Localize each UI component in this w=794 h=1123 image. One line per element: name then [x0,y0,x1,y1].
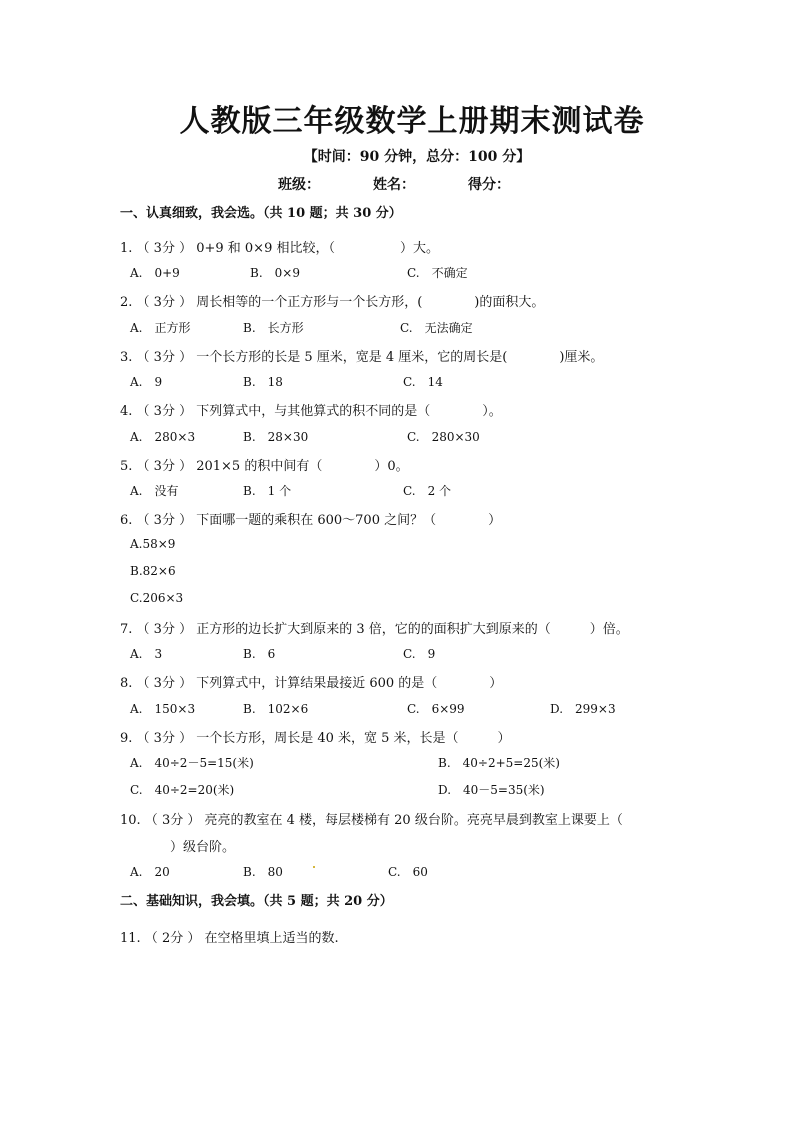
student-fields [278,174,528,194]
q4-option-b: B. 28×30 [243,430,309,444]
q8-option-b: B. 102×6 [243,702,309,716]
q10-option-b: B. 80 [243,865,283,879]
q9-option-b: B. 40÷2+5=25(米) [438,756,560,770]
question-11: 11. （ 2分 ） 在空格里填上适当的数. [120,931,339,946]
time-note: 【时间：90 分钟，总分：100 分】 [303,149,531,165]
q1-option-a: A. 0+9 [130,266,180,280]
q6-option-b: B.82×6 [130,564,176,578]
q3-option-b: B. 18 [243,375,283,389]
q8-option-d: D. 299×3 [550,702,616,716]
section-heading-1: 一、认真细致，我会选。（共 10 题；共 30 分） [120,206,402,221]
question-1: 1. （ 3分 ） 0+9 和 0×9 相比较，（ ）大。 [120,241,439,256]
question-10: 10. （ 3分 ） 亮亮的教室在 4 楼，每层楼梯有 20 级台阶。亮亮早晨到教室上课要上（ [120,813,623,828]
q6-option-c: C.206×3 [130,591,184,605]
class-field: 班级： [278,177,320,193]
q4-option-c: C. 280×30 [407,430,480,444]
q5-option-b: B. 1 个 [243,484,292,498]
q7-option-b: B. 6 [243,647,276,661]
q5-option-a: A. 没有 [130,484,179,498]
q3-option-c: C. 14 [403,375,443,389]
q7-option-c: C. 9 [403,647,436,661]
question-9: 9. （ 3分 ） 一个长方形，周长是 40 米，宽 5 米，长是（ ） [120,731,511,746]
q2-option-b: B. 长方形 [243,321,304,335]
q1-option-b: B. 0×9 [250,266,300,280]
q3-option-a: A. 9 [130,375,163,389]
q9-option-d: D. 40－5=35(米) [438,783,545,797]
q2-option-a: A. 正方形 [130,321,191,335]
question-10-continued: ）级台阶。 [170,840,236,855]
question-8: 8. （ 3分 ） 下列算式中，计算结果最接近 600 的是（ ） [120,676,503,691]
q5-option-c: C. 2 个 [403,484,452,498]
score-field: 得分： [468,177,510,193]
question-4: 4. （ 3分 ） 下列算式中，与其他算式的积不同的是（ ）。 [120,404,502,419]
name-field: 姓名： [373,177,415,193]
q8-option-a: A. 150×3 [130,702,196,716]
q2-option-c: C. 无法确定 [400,321,473,335]
q10-option-a: A. 20 [130,865,170,879]
q10-option-c: C. 60 [388,865,428,879]
question-2: 2. （ 3分 ） 周长相等的一个正方形与一个长方形，( )的面积大。 [120,295,545,310]
stray-dot [313,866,315,868]
question-7: 7. （ 3分 ） 正方形的边长扩大到原来的 3 倍，它的的面积扩大到原来的（ ）倍。 [120,622,629,637]
q9-option-c: C. 40÷2=20(米) [130,783,235,797]
page-title: 人教版三年级数学上册期末测试卷 [179,104,645,139]
q8-option-c: C. 6×99 [407,702,465,716]
q1-option-c: C. 不确定 [407,266,468,280]
q6-option-a: A.58×9 [130,537,176,551]
q4-option-a: A. 280×3 [130,430,196,444]
q7-option-a: A. 3 [130,647,163,661]
question-6: 6. （ 3分 ） 下面哪一题的乘积在 600～700 之间？（ ） [120,513,502,528]
question-3: 3. （ 3分 ） 一个长方形的长是 5 厘米，宽是 4 厘米，它的周长是( )厘米。 [120,350,604,365]
section-heading-2: 二、基础知识，我会填。（共 5 题；共 20 分） [120,894,393,909]
q9-option-a: A. 40÷2－5=15(米) [130,756,254,770]
question-5: 5. （ 3分 ） 201×5 的积中间有（ ）0。 [120,459,409,474]
